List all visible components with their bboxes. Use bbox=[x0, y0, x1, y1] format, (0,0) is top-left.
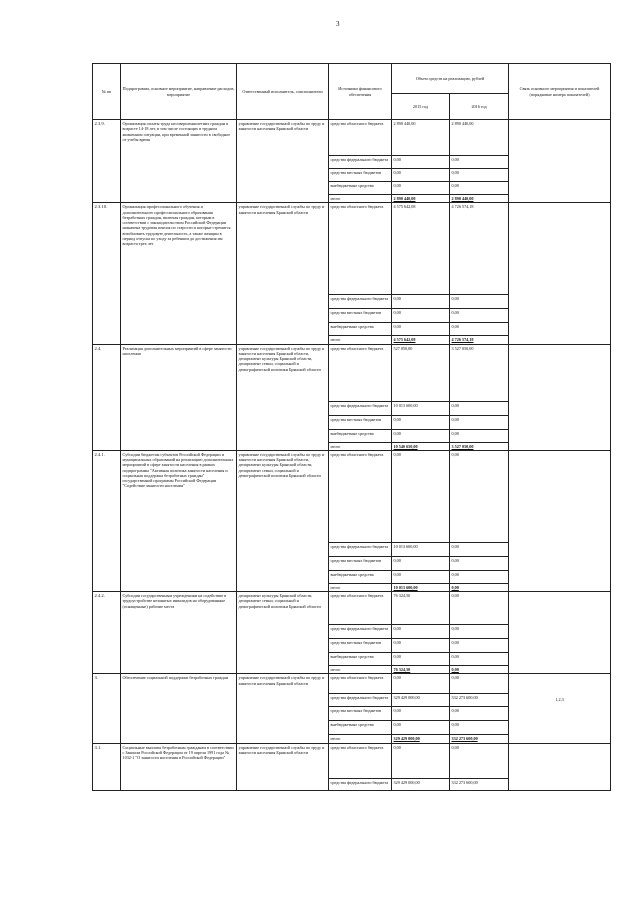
amount-2016 bbox=[450, 295, 509, 309]
amount-2016 bbox=[450, 195, 509, 203]
funding-source-text: итого bbox=[330, 584, 341, 590]
amount-2015 bbox=[392, 336, 450, 344]
amount-2016 bbox=[450, 429, 509, 442]
amount-2016-text: 0,00 bbox=[451, 451, 459, 457]
amount-2015 bbox=[392, 401, 450, 415]
funding-source-text: средства местных бюджетов bbox=[330, 557, 382, 563]
amount-2015-text: 0,00 bbox=[393, 157, 401, 162]
amount-2015-text: 0,00 bbox=[393, 722, 401, 728]
amount-2015 bbox=[392, 182, 450, 195]
amount-2016-text: 0,00 bbox=[451, 557, 459, 563]
amount-2015 bbox=[392, 707, 450, 721]
amount-2016-text: 0,00 bbox=[451, 183, 459, 188]
header-year-2016: 2016 год bbox=[450, 94, 509, 120]
activity-name: Субсидии государственным учреждениям на содействие в трудоустройстве незанятых инвалидов на оборудованные (оснащенные) рабочие места bbox=[121, 592, 237, 674]
funding-source-text: внебюджетные средства bbox=[330, 722, 374, 728]
amount-2016-text: 0,00 bbox=[451, 416, 459, 422]
amount-2016-text: 0,00 bbox=[451, 170, 459, 175]
funding-source bbox=[329, 415, 392, 429]
amount-2016-text: 0,00 bbox=[451, 296, 459, 302]
funding-source-text: внебюджетные средства bbox=[330, 183, 374, 188]
amount-2016-text: 0,00 bbox=[451, 324, 459, 330]
funding-source bbox=[329, 203, 392, 295]
amount-2016-text: 0,00 bbox=[451, 402, 459, 408]
amount-2016 bbox=[450, 707, 509, 721]
amount-2015-text: 4 575 642,08 bbox=[393, 337, 416, 343]
funding-source-text: средства местных бюджетов bbox=[330, 708, 382, 714]
amount-2015-text: 527 050,00 bbox=[393, 345, 413, 351]
funding-source bbox=[329, 735, 392, 743]
funding-source-text: средства местных бюджетов bbox=[330, 170, 382, 175]
amount-2016-text: 332 273 600,00 bbox=[451, 779, 478, 785]
row-number: 3.1. bbox=[93, 743, 121, 790]
financing-table bbox=[92, 63, 611, 791]
amount-2016 bbox=[450, 203, 509, 295]
amount-2015 bbox=[392, 583, 450, 591]
amount-2015-text: 2 890 440,00 bbox=[393, 196, 416, 201]
responsible-executor: департамент культуры Брянской области, департамент семьи, социальной и демографической политики Брянской области bbox=[237, 592, 329, 674]
amount-2015-text: 0,00 bbox=[393, 708, 401, 714]
funding-source bbox=[329, 429, 392, 442]
indicator-link-text: 1,2,3 bbox=[555, 697, 564, 703]
funding-source-text: средства областного бюджета bbox=[330, 744, 384, 750]
header-source: Источники финансового обеспечения bbox=[329, 64, 392, 120]
amount-2015 bbox=[392, 556, 450, 570]
amount-2016 bbox=[450, 450, 509, 542]
amount-2016-text: 4 726 574,18 bbox=[451, 204, 474, 210]
activity-name: Организация профессионального обучения и дополнительного профессионального образования безработных граждан, включая граждан, которым в соответствии с законодательством Российской Федерации назначена трудовая пенсия по старости и которые стремятся возобновить трудовую деятельность, а также женщин в период отпуска по уходу за ребенком до достижения им возраста трех лет bbox=[121, 203, 237, 344]
amount-2015 bbox=[392, 721, 450, 735]
amount-2016-text: 3 527 050,00 bbox=[451, 345, 474, 351]
amount-2016 bbox=[450, 653, 509, 666]
funding-source-text: средства федерального бюджета bbox=[330, 296, 389, 302]
amount-2016 bbox=[450, 401, 509, 415]
amount-2015 bbox=[392, 743, 450, 778]
funding-source bbox=[329, 694, 392, 707]
funding-source bbox=[329, 323, 392, 336]
amount-2015 bbox=[392, 429, 450, 442]
responsible-executor: управление государственной службы по труду и занятости населения Брянской области bbox=[237, 120, 329, 203]
funding-source-text: средства областного бюджета bbox=[330, 121, 384, 126]
responsible-executor: управление государственной службы по труду и занятости населения Брянской области, департамент культуры Брянской области, департамент семьи, социальной и демографической политики Брянской области bbox=[237, 450, 329, 591]
funding-source-text: итого bbox=[330, 337, 341, 343]
funding-source bbox=[329, 169, 392, 182]
funding-source bbox=[329, 450, 392, 542]
row-number: 3. bbox=[93, 674, 121, 743]
row-number: 2.4.1. bbox=[93, 450, 121, 591]
amount-2015-text: 2 890 440,00 bbox=[393, 121, 416, 126]
funding-source bbox=[329, 639, 392, 653]
amount-2015-text: 0,00 bbox=[393, 571, 401, 577]
amount-2015-text: 0,00 bbox=[393, 640, 401, 645]
amount-2016 bbox=[450, 592, 509, 625]
amount-2015-text: 0,00 bbox=[393, 296, 401, 302]
amount-2015-text: 329 429 000,00 bbox=[393, 779, 420, 785]
amount-2015-text: 0,00 bbox=[393, 675, 401, 681]
header-num: № пп bbox=[93, 64, 121, 120]
header-year-2015: 2015 год bbox=[392, 94, 450, 120]
amount-2015 bbox=[392, 203, 450, 295]
funding-source-text: итого bbox=[330, 443, 341, 449]
amount-2015 bbox=[392, 156, 450, 169]
amount-2015 bbox=[392, 295, 450, 309]
amount-2015-text: 329 429 000,00 bbox=[393, 695, 420, 701]
amount-2016-text: 0,00 bbox=[451, 744, 459, 750]
amount-2016-text: 2 890 440,00 bbox=[451, 196, 474, 201]
amount-2015 bbox=[392, 542, 450, 556]
indicator-link bbox=[509, 344, 611, 450]
row-number: 2.4.2. bbox=[93, 592, 121, 674]
funding-source bbox=[329, 592, 392, 625]
amount-2016 bbox=[450, 542, 509, 556]
amount-2015 bbox=[392, 442, 450, 450]
amount-2016 bbox=[450, 336, 509, 344]
indicator-link bbox=[509, 674, 611, 743]
table-row bbox=[93, 743, 611, 778]
responsible-executor: управление государственной службы по труду и занятости населения Брянской области bbox=[237, 743, 329, 790]
amount-2016 bbox=[450, 666, 509, 674]
responsible-executor: управление государственной службы по труду и занятости населения Брянской области bbox=[237, 203, 329, 344]
amount-2016 bbox=[450, 735, 509, 743]
amount-2015-text: 0,00 bbox=[393, 744, 401, 750]
amount-2015 bbox=[392, 625, 450, 639]
table-row bbox=[93, 120, 611, 156]
amount-2015-text: 0,00 bbox=[393, 430, 401, 436]
amount-2016 bbox=[450, 570, 509, 583]
funding-source bbox=[329, 625, 392, 639]
amount-2016 bbox=[450, 323, 509, 336]
amount-2015 bbox=[392, 169, 450, 182]
amount-2015 bbox=[392, 323, 450, 336]
amount-2015-text: 76 324,50 bbox=[393, 667, 411, 672]
row-number: 2.3.9. bbox=[93, 120, 121, 203]
funding-source-text: средства местных бюджетов bbox=[330, 640, 382, 645]
amount-2016 bbox=[450, 721, 509, 735]
funding-source-text: внебюджетные средства bbox=[330, 324, 374, 330]
amount-2015-text: 10 013 600,00 bbox=[393, 543, 418, 549]
funding-source-text: средства федерального бюджета bbox=[330, 695, 389, 701]
funding-source-text: средства местных бюджетов bbox=[330, 416, 382, 422]
amount-2016-text: 0,00 bbox=[451, 722, 459, 728]
funding-source bbox=[329, 295, 392, 309]
amount-2015 bbox=[392, 735, 450, 743]
amount-2016 bbox=[450, 169, 509, 182]
funding-source bbox=[329, 778, 392, 790]
amount-2015-text: 0,00 bbox=[393, 324, 401, 330]
funding-source bbox=[329, 556, 392, 570]
funding-source bbox=[329, 570, 392, 583]
amount-2016-text: 0,00 bbox=[451, 667, 459, 672]
indicator-link bbox=[509, 743, 611, 790]
funding-source-text: средства областного бюджета bbox=[330, 204, 384, 210]
funding-source-text: итого bbox=[330, 736, 341, 742]
amount-2015 bbox=[392, 592, 450, 625]
amount-2016-text: 0,00 bbox=[451, 640, 459, 645]
indicator-link bbox=[509, 450, 611, 591]
amount-2015 bbox=[392, 570, 450, 583]
amount-2016-text: 0,00 bbox=[451, 654, 459, 659]
table-body bbox=[93, 120, 611, 791]
page-number: 3 bbox=[336, 20, 340, 28]
amount-2015-text: 0,00 bbox=[393, 310, 401, 316]
header-link: Связь основного мероприятия и показателей (порядковые номера показателей) bbox=[509, 64, 611, 120]
funding-source-text: средства федерального бюджета bbox=[330, 157, 389, 162]
funding-source-text: средства федерального бюджета bbox=[330, 779, 389, 785]
amount-2015 bbox=[392, 415, 450, 429]
row-number: 2.3.10. bbox=[93, 203, 121, 344]
responsible-executor: управление государственной службы по труду и занятости населения Брянской области bbox=[237, 674, 329, 743]
funding-source bbox=[329, 309, 392, 323]
indicator-link bbox=[509, 203, 611, 344]
amount-2016-text: 0,00 bbox=[451, 708, 459, 714]
amount-2016-text: 0,00 bbox=[451, 157, 459, 162]
amount-2015 bbox=[392, 120, 450, 156]
activity-name: Организация оплаты труда несовершеннолетних граждан в возрасте 14-18 лет, в том числе состоящих в трудном жизненном ситуации, при временной занятости в свободное от учебы время bbox=[121, 120, 237, 203]
header-name: Подпрограмма, основное мероприятие, направление расходов, мероприятие bbox=[121, 64, 237, 120]
amount-2016 bbox=[450, 415, 509, 429]
funding-source bbox=[329, 542, 392, 556]
funding-source bbox=[329, 156, 392, 169]
amount-2016-text: 0,00 bbox=[451, 626, 459, 631]
amount-2015-text: 0,00 bbox=[393, 451, 401, 457]
header-row bbox=[93, 64, 611, 94]
activity-name: Социальные выплаты безработным гражданам в соответствии с Законом Российской Федерации от 19 апреля 1991 года № 1032-1 "О занятости населения в Российской Федерации" bbox=[121, 743, 237, 790]
amount-2015 bbox=[392, 309, 450, 323]
amount-2015-text: 10 540 650,00 bbox=[393, 443, 418, 449]
funding-source-text: итого bbox=[330, 667, 341, 672]
amount-2016 bbox=[450, 309, 509, 323]
amount-2015 bbox=[392, 674, 450, 694]
amount-2015 bbox=[392, 694, 450, 707]
amount-2015-text: 4 575 642,08 bbox=[393, 204, 416, 210]
amount-2016 bbox=[450, 156, 509, 169]
funding-source-text: внебюджетные средства bbox=[330, 571, 374, 577]
row-number: 2.4. bbox=[93, 344, 121, 450]
amount-2015-text: 0,00 bbox=[393, 654, 401, 659]
amount-2015-text: 10 013 600,00 bbox=[393, 584, 418, 590]
amount-2016 bbox=[450, 639, 509, 653]
indicator-link bbox=[509, 592, 611, 674]
amount-2015 bbox=[392, 195, 450, 203]
table-row bbox=[93, 450, 611, 542]
amount-2016 bbox=[450, 694, 509, 707]
amount-2015-text: 76 324,50 bbox=[393, 593, 411, 598]
amount-2015-text: 0,00 bbox=[393, 626, 401, 631]
responsible-executor: управление государственной службы по труду и занятости населения Брянской области, департамент культуры Брянской области, департамент семьи, социальной и демографической политики Брянской области bbox=[237, 344, 329, 450]
amount-2015-text: 0,00 bbox=[393, 557, 401, 563]
funding-source bbox=[329, 401, 392, 415]
amount-2016-text: 0,00 bbox=[451, 310, 459, 316]
activity-name: Реализация дополнительных мероприятий в сфере занятости населения bbox=[121, 344, 237, 450]
table-row bbox=[93, 592, 611, 625]
amount-2016-text: 0,00 bbox=[451, 571, 459, 577]
funding-source bbox=[329, 120, 392, 156]
amount-2016 bbox=[450, 743, 509, 778]
funding-source-text: внебюджетные средства bbox=[330, 430, 374, 436]
funding-source bbox=[329, 344, 392, 401]
amount-2015 bbox=[392, 344, 450, 401]
amount-2016-text: 332 273 600,00 bbox=[451, 736, 478, 742]
amount-2016-text: 3 527 050,00 bbox=[451, 443, 474, 449]
amount-2016-text: 4 726 574,18 bbox=[451, 337, 474, 343]
funding-source-text: итого bbox=[330, 196, 341, 201]
amount-2016 bbox=[450, 556, 509, 570]
funding-source bbox=[329, 336, 392, 344]
amount-2016 bbox=[450, 120, 509, 156]
funding-source-text: средства федерального бюджета bbox=[330, 402, 389, 408]
funding-source bbox=[329, 666, 392, 674]
amount-2016-text: 2 890 440,00 bbox=[451, 121, 474, 126]
table-row bbox=[93, 674, 611, 694]
amount-2015 bbox=[392, 450, 450, 542]
activity-name: Субсидии бюджетам субъектов Российской Федерации и муниципальных образований на реализацию дополнительных мероприятий в сфере занятости населения в рамках подпрограммы "Активная политика занятости населения и социальная поддержка безработных граждан" государственной программы Российской Федерации "Содействие занятости населения" bbox=[121, 450, 237, 591]
funding-source bbox=[329, 182, 392, 195]
amount-2016-text: 0,00 bbox=[451, 430, 459, 436]
funding-source bbox=[329, 707, 392, 721]
amount-2016 bbox=[450, 583, 509, 591]
amount-2016 bbox=[450, 182, 509, 195]
amount-2015-text: 0,00 bbox=[393, 170, 401, 175]
funding-source-text: средства областного бюджета bbox=[330, 451, 384, 457]
funding-source-text: средства федерального бюджета bbox=[330, 626, 389, 631]
amount-2016-text: 0,00 bbox=[451, 593, 459, 598]
amount-2015-text: 329 429 000,00 bbox=[393, 736, 420, 742]
funding-source-text: средства областного бюджета bbox=[330, 675, 384, 681]
header-volume: Объем средств на реализацию, рублей bbox=[392, 64, 509, 94]
amount-2016-text: 332 273 600,00 bbox=[451, 695, 478, 701]
funding-source-text: средства областного бюджета bbox=[330, 345, 384, 351]
funding-source bbox=[329, 743, 392, 778]
funding-source bbox=[329, 653, 392, 666]
activity-name: Обеспечение социальной поддержки безработных граждан bbox=[121, 674, 237, 743]
amount-2015-text: 0,00 bbox=[393, 183, 401, 188]
amount-2015 bbox=[392, 653, 450, 666]
funding-source bbox=[329, 442, 392, 450]
funding-source-text: средства местных бюджетов bbox=[330, 310, 382, 316]
funding-source bbox=[329, 674, 392, 694]
amount-2016-text: 0,00 bbox=[451, 675, 459, 681]
table-row bbox=[93, 344, 611, 401]
amount-2015-text: 0,00 bbox=[393, 416, 401, 422]
amount-2015 bbox=[392, 666, 450, 674]
amount-2016 bbox=[450, 674, 509, 694]
funding-source-text: внебюджетные средства bbox=[330, 654, 374, 659]
funding-source-text: средства федерального бюджета bbox=[330, 543, 389, 549]
amount-2016 bbox=[450, 344, 509, 401]
header-exec: Ответственный исполнитель, соисполнители bbox=[237, 64, 329, 120]
amount-2016 bbox=[450, 625, 509, 639]
indicator-link bbox=[509, 120, 611, 203]
funding-source bbox=[329, 721, 392, 735]
funding-source-text: средства областного бюджета bbox=[330, 593, 384, 598]
amount-2016 bbox=[450, 778, 509, 790]
table-row bbox=[93, 203, 611, 295]
amount-2015 bbox=[392, 778, 450, 790]
amount-2015 bbox=[392, 639, 450, 653]
funding-source bbox=[329, 583, 392, 591]
amount-2016 bbox=[450, 442, 509, 450]
funding-source bbox=[329, 195, 392, 203]
amount-2016-text: 0,00 bbox=[451, 543, 459, 549]
amount-2015-text: 10 013 600,00 bbox=[393, 402, 418, 408]
amount-2016-text: 0,00 bbox=[451, 584, 459, 590]
